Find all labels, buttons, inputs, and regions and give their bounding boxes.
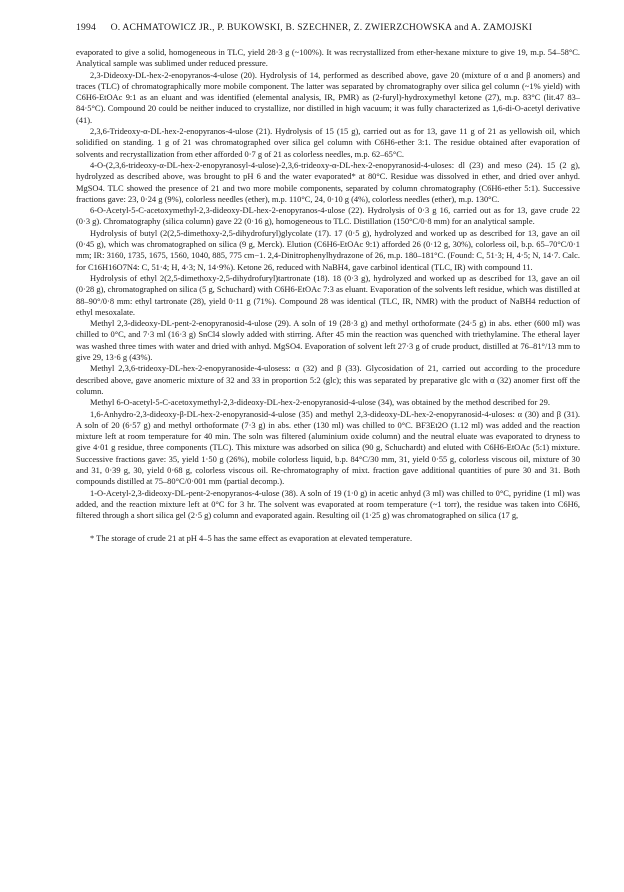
- author-line: O. ACHMATOWICZ JR., P. BUKOWSKI, B. SZECHNER, Z. ZWIERZCHOWSKA and A. ZAMOJSKI: [110, 22, 533, 33]
- running-header: [76, 22, 580, 33]
- paragraph: Methyl 6-O-acetyl-5-C-acetoxymethyl-2,3-dideoxy-DL-hex-2-enopyranosid-4-ulose (34), was obtained by the method described for 29.: [90, 397, 550, 408]
- paragraph: 2,3,6-Trideoxy-α-DL-hex-2-enopyranos-4-ulose (21). Hydrolysis of 15 (15 g), carried out as for 13, gave 11 g of 21 as yellowish oil, which solidified on standing. 1 g of 21 was chromatographed over silica gel column with C6H6-ether 3:1. The residue obtained after evaporation of solvents and recrystallization from ether afforded 0·7 g of 21 as colorless needles, m.p. 62–65°C.: [76, 126, 580, 159]
- paragraph: 1,6-Anhydro-2,3-dideoxy-β-DL-hex-2-enopyranosid-4-ulose (35) and methyl 2,3-dideoxy-DL-hex-2-enopyranosid-4-uloses: α (30) and β (31). A soln of 20 (6·57 g) and methyl orthoformate (7·3 g) in abs. ether (130 ml) was chilled to 0°C. BF3Et2O (1.12 ml) was added and the reaction mixture left at room temperature for 40 min. The soln was filtered (aluminium oxide column) and the neutral eluate was evaporated to dryness to give 4·01 g residue, three components (TLC). This mixture was adsorbed on silica (90 g, Schuchardt) and eluted with C6H6-EtOAc (5:1) mixture. Successive fractions gave: 35, yield 1·50 g (26%), mobile colorless liquid, b.p. 84°C/30 mm, 31, yield 0·55 g, colorless viscous oil, mixture of 30 and 31, 0·39 g, 30, yield 0·68 g, colorless viscous oil. Re-chromatography of mixt. fraction gave additional quantities of pure 30 and 31. Both compounds distilled at 75–80°C/0·001 mm (partial decomp.).: [76, 408, 580, 487]
- paragraph: Methyl 2,3-dideoxy-DL-pent-2-enopyranosid-4-ulose (29). A soln of 19 (28·3 g) and methyl orthoformate (24·5 g) in abs. ether (600 ml) was chilled to 0°C, and 7·3 ml (16·3 g) SnCl4 slowly added with stirring. After 45 min the reaction was quenched with triethylamine. The etheral layer was washed three times with water and dried with anhyd. MgSO4. Evaporation of solvent left 27·3 g of crude product, distilled at 76–81°/13 mm to give 29, 13·6 g (43%).: [76, 318, 580, 363]
- paragraph: 2,3-Dideoxy-DL-hex-2-enopyranos-4-ulose (20). Hydrolysis of 14, performed as described above, gave 20 (mixture of α and β anomers) and traces (TLC) of chromatographically more mobile component. The latter was separated by chromatography over silica gel column (~1% yield) with C6H6-EtOAc 9:1 as an eluant and was identified (elemental analysis, IR, PMR) as (2-furyl)-hydroxymethyl ketone (27), m.p. 83°C (lit.47 83–84·5°C). Compound 20 could be neither induced to crystallize, nor distilled in high vacuum; it was fully characterized as 1,6-di-O-acetyl derivative (41).: [76, 69, 580, 125]
- paragraph: evaporated to give a solid, homogeneous in TLC, yield 28·3 g (~100%). It was recrystallized from ether-hexane mixture to give 19, m.p. 54–58°C. Analytical sample was sublimed under reduced pressure.: [76, 47, 580, 69]
- article-body: [76, 47, 580, 521]
- paragraph: Hydrolysis of butyl (2(2,5-dimethoxy-2,5-dihydrofuryl)glycolate (17). 17 (0·5 g), hydrolyzed and worked up as described for 13, gave an oil (0·45 g), which was chromatographed on silica (9 g, Merck). Elution (C6H6-EtOAc 9:1) afforded 26 (0·12 g, 30%), colorless oil, b.p. 65–70°C/0·1 mm; IR: 3160, 1735, 1675, 1560, 1040, 885, 775 cm−1. 2,4-Dinitrophenylhydrazone of 26, m.p. 180–181°C. (Found: C, 51·3; H, 4·5; N, 14·7. Calc. for C16H16O7N4: C, 51·4; H, 4·3; N, 14·9%). Ketone 26, reduced with NaBH4, gave carbinol identical (TLC, IR) with compound 11.: [76, 227, 580, 272]
- paragraph: 6-O-Acetyl-5-C-acetoxymethyl-2,3-dideoxy-DL-hex-2-enopyranos-4-ulose (22). Hydrolysis of 0·3 g 16, carried out as for 13, gave crude 22 (0·3 g). Chromatography (silica column) gave 22 (0·16 g), homogeneous to TLC. Distillation (150°C/0·8 mm) for an analytical sample.: [76, 205, 580, 227]
- page-number: 1994: [76, 22, 96, 33]
- paragraph: Methyl 2,3,6-trideoxy-DL-hex-2-enopyranoside-4-ulosess: α (32) and β (33). Glycosidation of 21, carried out according to the procedure described above, gave anomeric mixture of 32 and 33 in proportion 5:2 (glc); this was separated by preparative glc with α (32) anomer first off the column.: [76, 363, 580, 396]
- footnote: * The storage of crude 21 at pH 4–5 has the same effect as evaporation at elevated temperature.: [90, 533, 413, 544]
- paragraph: 1-O-Acetyl-2,3-dideoxy-DL-pent-2-enopyranos-4-ulose (38). A soln of 19 (1·0 g) in acetic anhyd (3 ml) was chilled to 0°C, pyridine (1 ml) was added, and the reaction mixture left at 0°C for 3 hr. The solvent was evaporated at room temperature (~1 torr), the residue was taken into C6H6, filtered through a short silica gel (2·5 g) column and evaporated again. Resulting oil (1·25 g) was chromatographed on silica (17 g,: [76, 487, 580, 521]
- paragraph: Hydrolysis of ethyl 2(2,5-dimethoxy-2,5-dihydrofuryl)tartronate (18). 18 (0·3 g), hydrolyzed and worked up as described for 13, gave an oil (0·28 g), chromatographed on silica (5 g, Schuchard) with C6H6-EtOAc 7:3 as eluant. Evaporation of the solvents left residue, which was distilled at 88–90°/0·8 mm: ethyl tartronate (28), yield 0·11 g (71%). Compound 28 was identical (TLC, IR, NMR) with the product of NaBH4 reduction of ethyl mesoxalate.: [76, 272, 580, 317]
- paragraph: 4-O-(2,3,6-trideoxy-α-DL-hex-2-enopyranosyl-4-ulose)-2,3,6-trideoxy-α-DL-hex-2-enopyranosid-4-uloses: dl (23) and meso (24). 15 (2 g), hydrolyzed as described above, was brought to pH 6 and the water evaporated* at 80°C. Residue was dissolved in ether, and dried over anhyd. MgSO4. TLC showed the presence of 21 and two more mobile components, separated by column chromatography (C6H6-ether 5:1). Successive fractions gave: 23, 0·24 g (9%), colorless needles (ether), m.p. 110°C, 24, 0·10 g (4%), colorless needles (ether), m.p. 130°C.: [76, 159, 580, 204]
